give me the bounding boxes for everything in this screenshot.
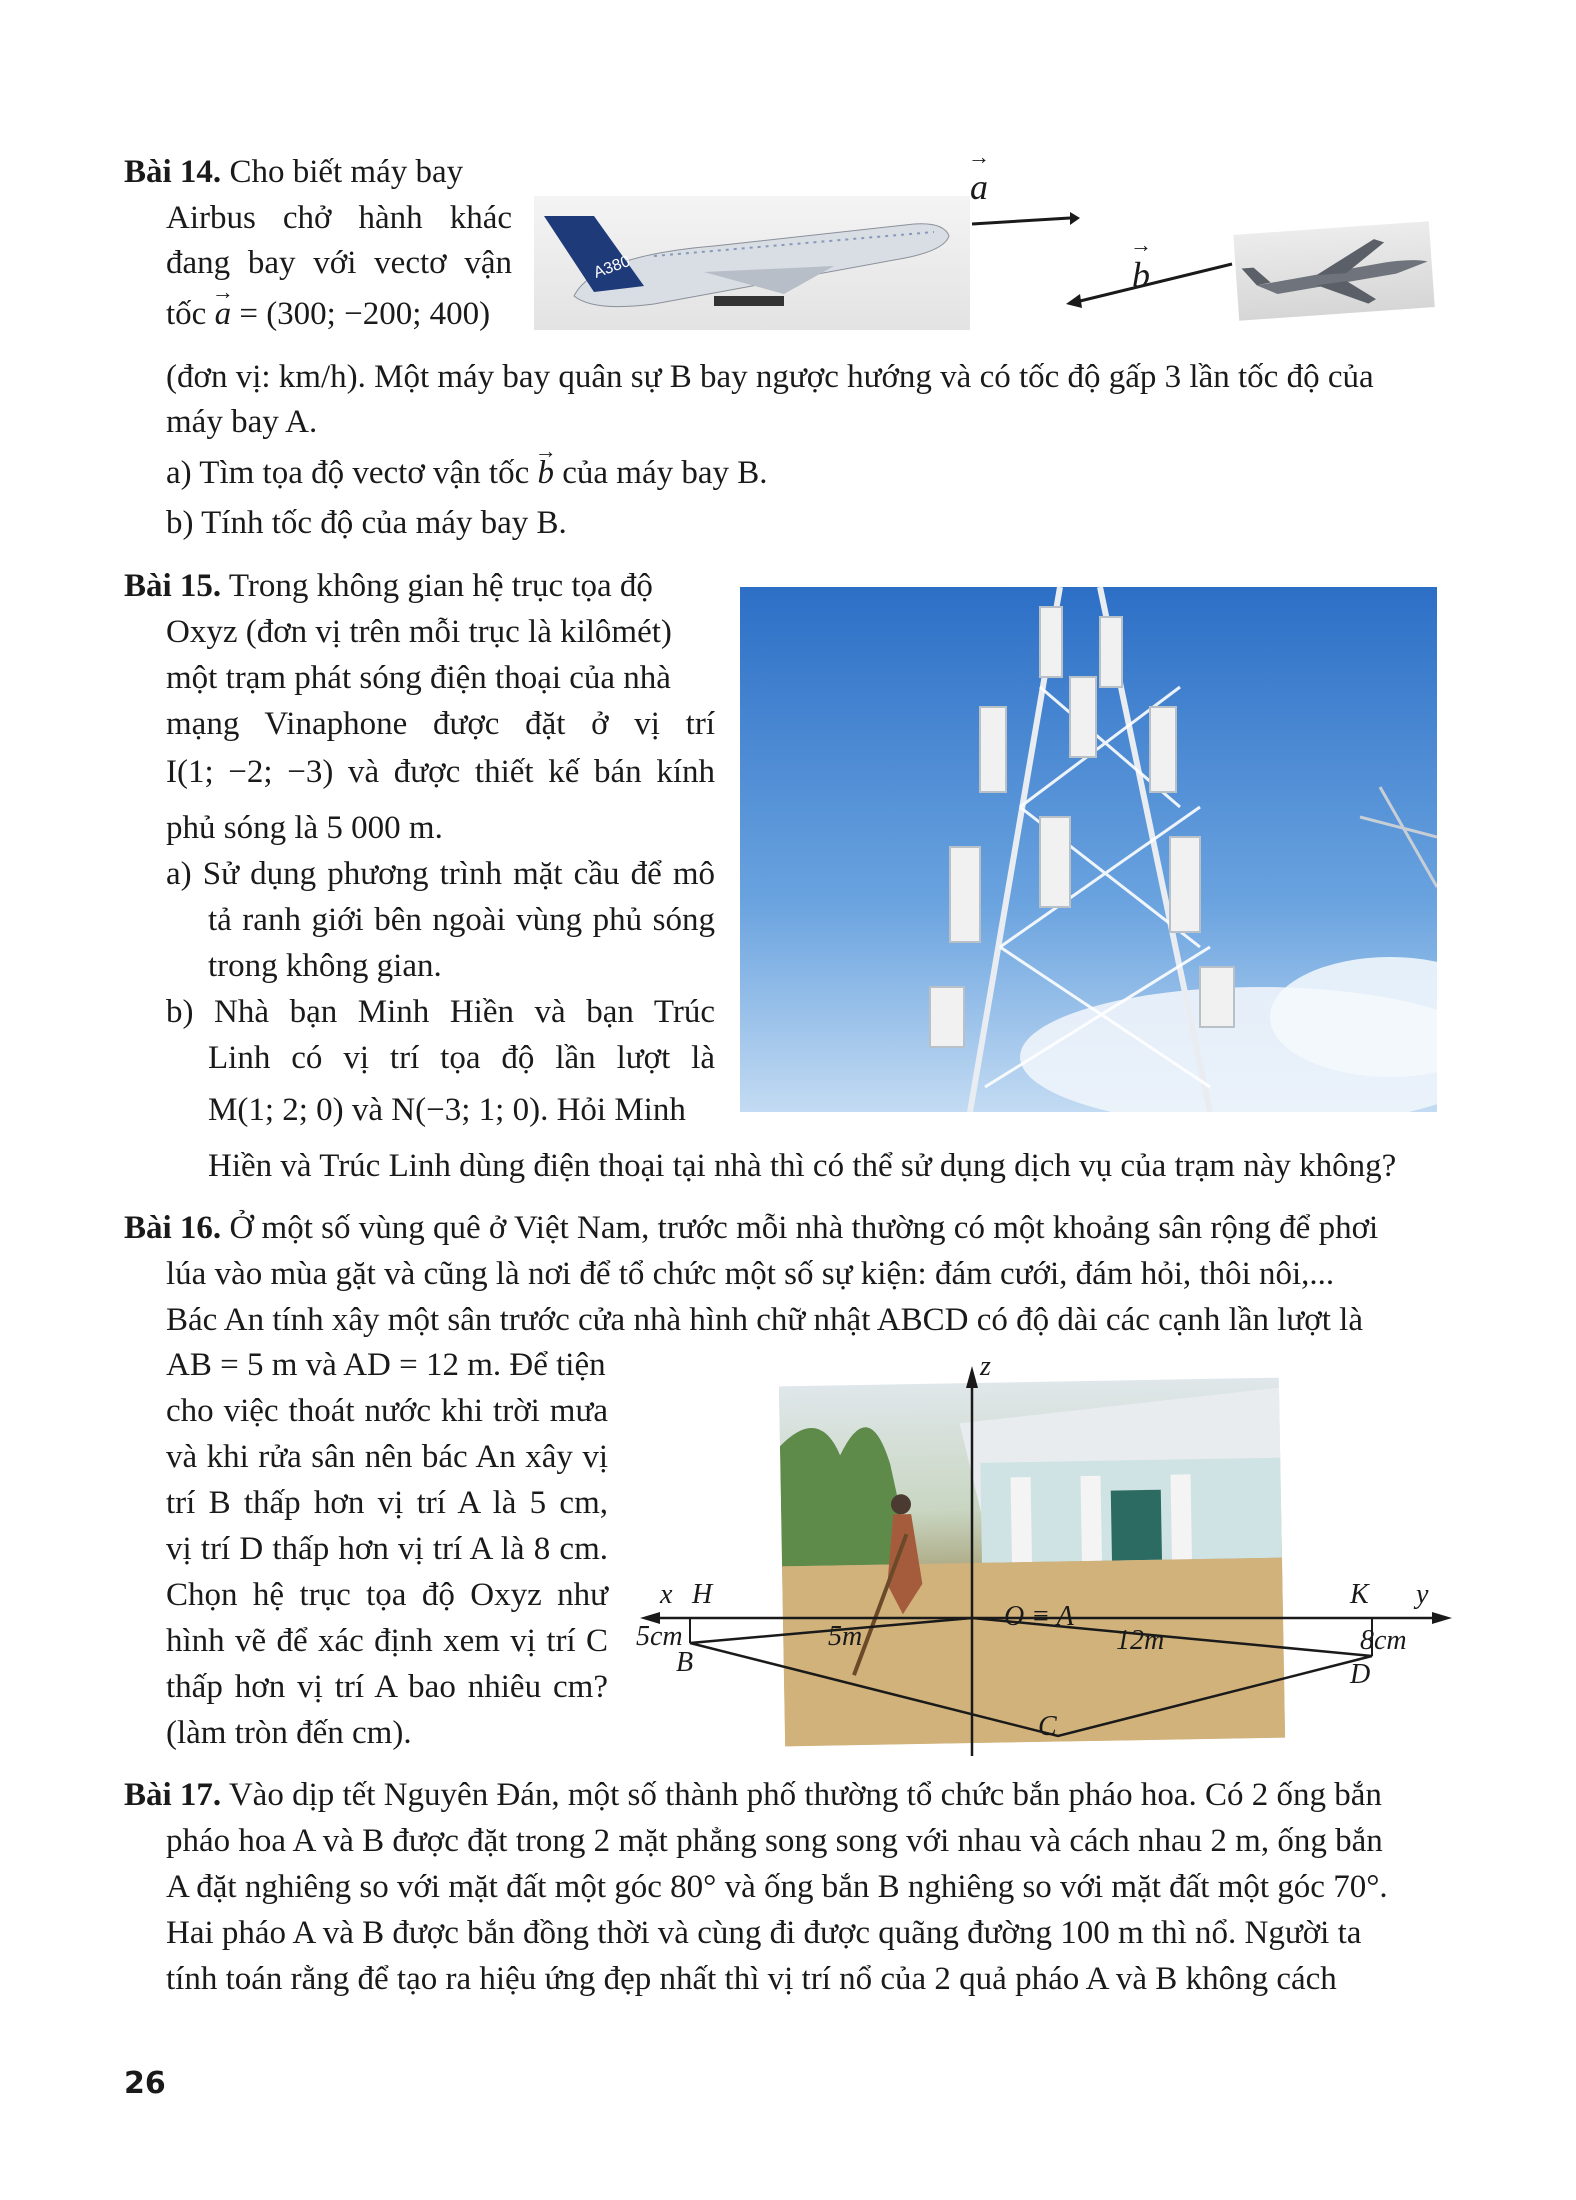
b16-line-8: vị trí D thấp hơn vị trí A là 8 cm. — [166, 1531, 608, 1567]
courtyard-figure — [636, 1352, 1452, 1760]
label-12m: 12m — [1116, 1625, 1165, 1656]
b15-text-1: Trong không gian hệ trục tọa độ — [228, 568, 653, 604]
rectangle-abcd — [690, 1618, 1372, 1736]
b16-line-9: Chọn hệ trục tọa độ Oxyz như — [166, 1577, 608, 1613]
b15-a-line-2: tả ranh giới bên ngoài vùng phủ sóng — [208, 902, 715, 938]
label-b: B — [676, 1647, 694, 1678]
cell-tower-illustration — [740, 587, 1437, 1112]
airbus-illustration — [534, 196, 970, 330]
label-h: H — [692, 1579, 713, 1610]
b16-line-12: (làm tròn đến cm). — [166, 1715, 412, 1751]
b16-title: Bài 16. — [124, 1210, 222, 1246]
b15-a-line-1: a) Sử dụng phương trình mặt cầu để mô — [166, 856, 715, 892]
b14-line-4 — [166, 292, 490, 336]
label-z: z — [980, 1351, 991, 1382]
b15-b-line-3: M(1; 2; 0) và N(−3; 1; 0). Hỏi Minh — [208, 1092, 686, 1128]
b17-line-2: pháo hoa A và B được đặt trong 2 mặt phẳng song song với nhau và cách nhau 2 m, ống bắn — [166, 1823, 1383, 1859]
b15-line-5: I(1; −2; −3) và được thiết kế bán kính — [166, 754, 715, 790]
b16-line-3: Bác An tính xây một sân trước cửa nhà hình chữ nhật ABCD có độ dài các cạnh lần lượt là — [166, 1302, 1363, 1338]
tower-photo — [740, 587, 1437, 1112]
fighter-jet-illustration — [1233, 221, 1435, 320]
b15-b-line-2: Linh có vị trí tọa độ lần lượt là — [208, 1040, 715, 1076]
b14-text-1: Cho biết máy bay — [229, 154, 464, 190]
b14-l4-prefix: tốc — [166, 296, 207, 332]
b15-b-line-1: b) Nhà bạn Minh Hiền và bạn Trúc — [166, 994, 715, 1030]
b15-line-2: Oxyz (đơn vị trên mỗi trục là kilômét) — [166, 614, 672, 650]
b16-line-7: trí B thấp hơn vị trí A là 5 cm, — [166, 1485, 608, 1521]
vector-b-label: → b — [1132, 254, 1172, 296]
vector-a-label: → a — [970, 166, 1010, 208]
b14-a-suffix: của máy bay B. — [562, 455, 768, 491]
fighter-photo — [1233, 221, 1435, 320]
coordinate-diagram — [636, 1352, 1452, 1760]
b15-a-line-3: trong không gian. — [208, 948, 442, 984]
b14-line-6: máy bay A. — [166, 404, 318, 440]
b17-title: Bài 17. — [124, 1777, 222, 1813]
label-y: y — [1416, 1579, 1429, 1610]
b15-line-6: phủ sóng là 5 000 m. — [166, 810, 443, 846]
b17-line-5: tính toán rằng để tạo ra hiệu ứng đẹp nhất thì vị trí nổ của 2 quả pháo A và B không cách — [166, 1961, 1337, 1997]
label-5cm: 5cm — [636, 1621, 683, 1652]
b14-velocity-value: = (300; −200; 400) — [239, 296, 491, 332]
label-d: D — [1350, 1659, 1371, 1690]
label-8cm: 8cm — [1360, 1625, 1407, 1656]
b17-line-3: A đặt nghiêng so với mặt đất một góc 80° và ống bắn B nghiêng so với mặt đất một góc 70°. — [166, 1869, 1388, 1905]
b16-text-1: Ở một số vùng quê ở Việt Nam, trước mỗi nhà thường có một khoảng sân rộng để phơi — [229, 1210, 1379, 1246]
b15-line-4: mạng Vinaphone được đặt ở vị trí — [166, 706, 715, 742]
b14-line-1 — [124, 150, 463, 194]
b16-line-4: AB = 5 m và AD = 12 m. Để tiện — [166, 1347, 606, 1383]
b17-text-1: Vào dịp tết Nguyên Đán, một số thành phố thường tổ chức bắn pháo hoa. Có 2 ống bắn — [228, 1777, 1382, 1813]
label-origin-a: O ≡ A — [1004, 1601, 1074, 1632]
b14-question-b: b) Tính tốc độ của máy bay B. — [166, 505, 567, 541]
page-number: 26 — [124, 2066, 166, 2101]
b16-line-10: hình vẽ để xác định xem vị trí C — [166, 1623, 608, 1659]
b14-line-5: (đơn vị: km/h). Một máy bay quân sự B bay ngược hướng và có tốc độ gấp 3 lần tốc độ của — [166, 359, 1374, 395]
label-x: x — [660, 1579, 673, 1610]
b17-line-1 — [124, 1773, 1382, 1817]
plane-a380-label: A380 — [591, 253, 633, 282]
b14-vector-b: → b — [537, 451, 554, 495]
label-c: C — [1038, 1711, 1057, 1742]
label-5m: 5m — [828, 1621, 863, 1652]
b14-line-2: Airbus chở hành khác — [166, 200, 512, 236]
b15-line-1 — [124, 564, 653, 608]
b14-question-a — [166, 451, 768, 495]
b16-line-11: thấp hơn vị trí A bao nhiêu cm? — [166, 1669, 608, 1705]
b14-vector-a: → a — [215, 292, 232, 336]
b14-a-prefix: a) Tìm tọa độ vectơ vận tốc — [166, 455, 530, 491]
b16-line-5: cho việc thoát nước khi trời mưa — [166, 1393, 608, 1429]
b15-line-3: một trạm phát sóng điện thoại của nhà — [166, 660, 671, 696]
b15-b-line-4: Hiền và Trúc Linh dùng điện thoại tại nhà thì có thể sử dụng dịch vụ của trạm này không? — [208, 1148, 1397, 1184]
b14-line-3: đang bay với vectơ vận — [166, 245, 512, 281]
vector-a-arrow — [970, 204, 1080, 244]
b16-line-1 — [124, 1206, 1378, 1250]
b16-line-2: lúa vào mùa gặt và cũng là nơi để tổ chức một số sự kiện: đám cưới, đám hỏi, thôi nôi,... — [166, 1256, 1335, 1292]
airbus-photo — [534, 196, 970, 330]
b14-title: Bài 14. — [124, 154, 222, 190]
label-k: K — [1350, 1579, 1369, 1610]
b17-line-4: Hai pháo A và B được bắn đồng thời và cùng đi được quãng đường 100 m thì nổ. Người ta — [166, 1915, 1362, 1951]
b16-line-6: và khi rửa sân nên bác An xây vị — [166, 1439, 608, 1475]
b15-title: Bài 15. — [124, 568, 222, 604]
